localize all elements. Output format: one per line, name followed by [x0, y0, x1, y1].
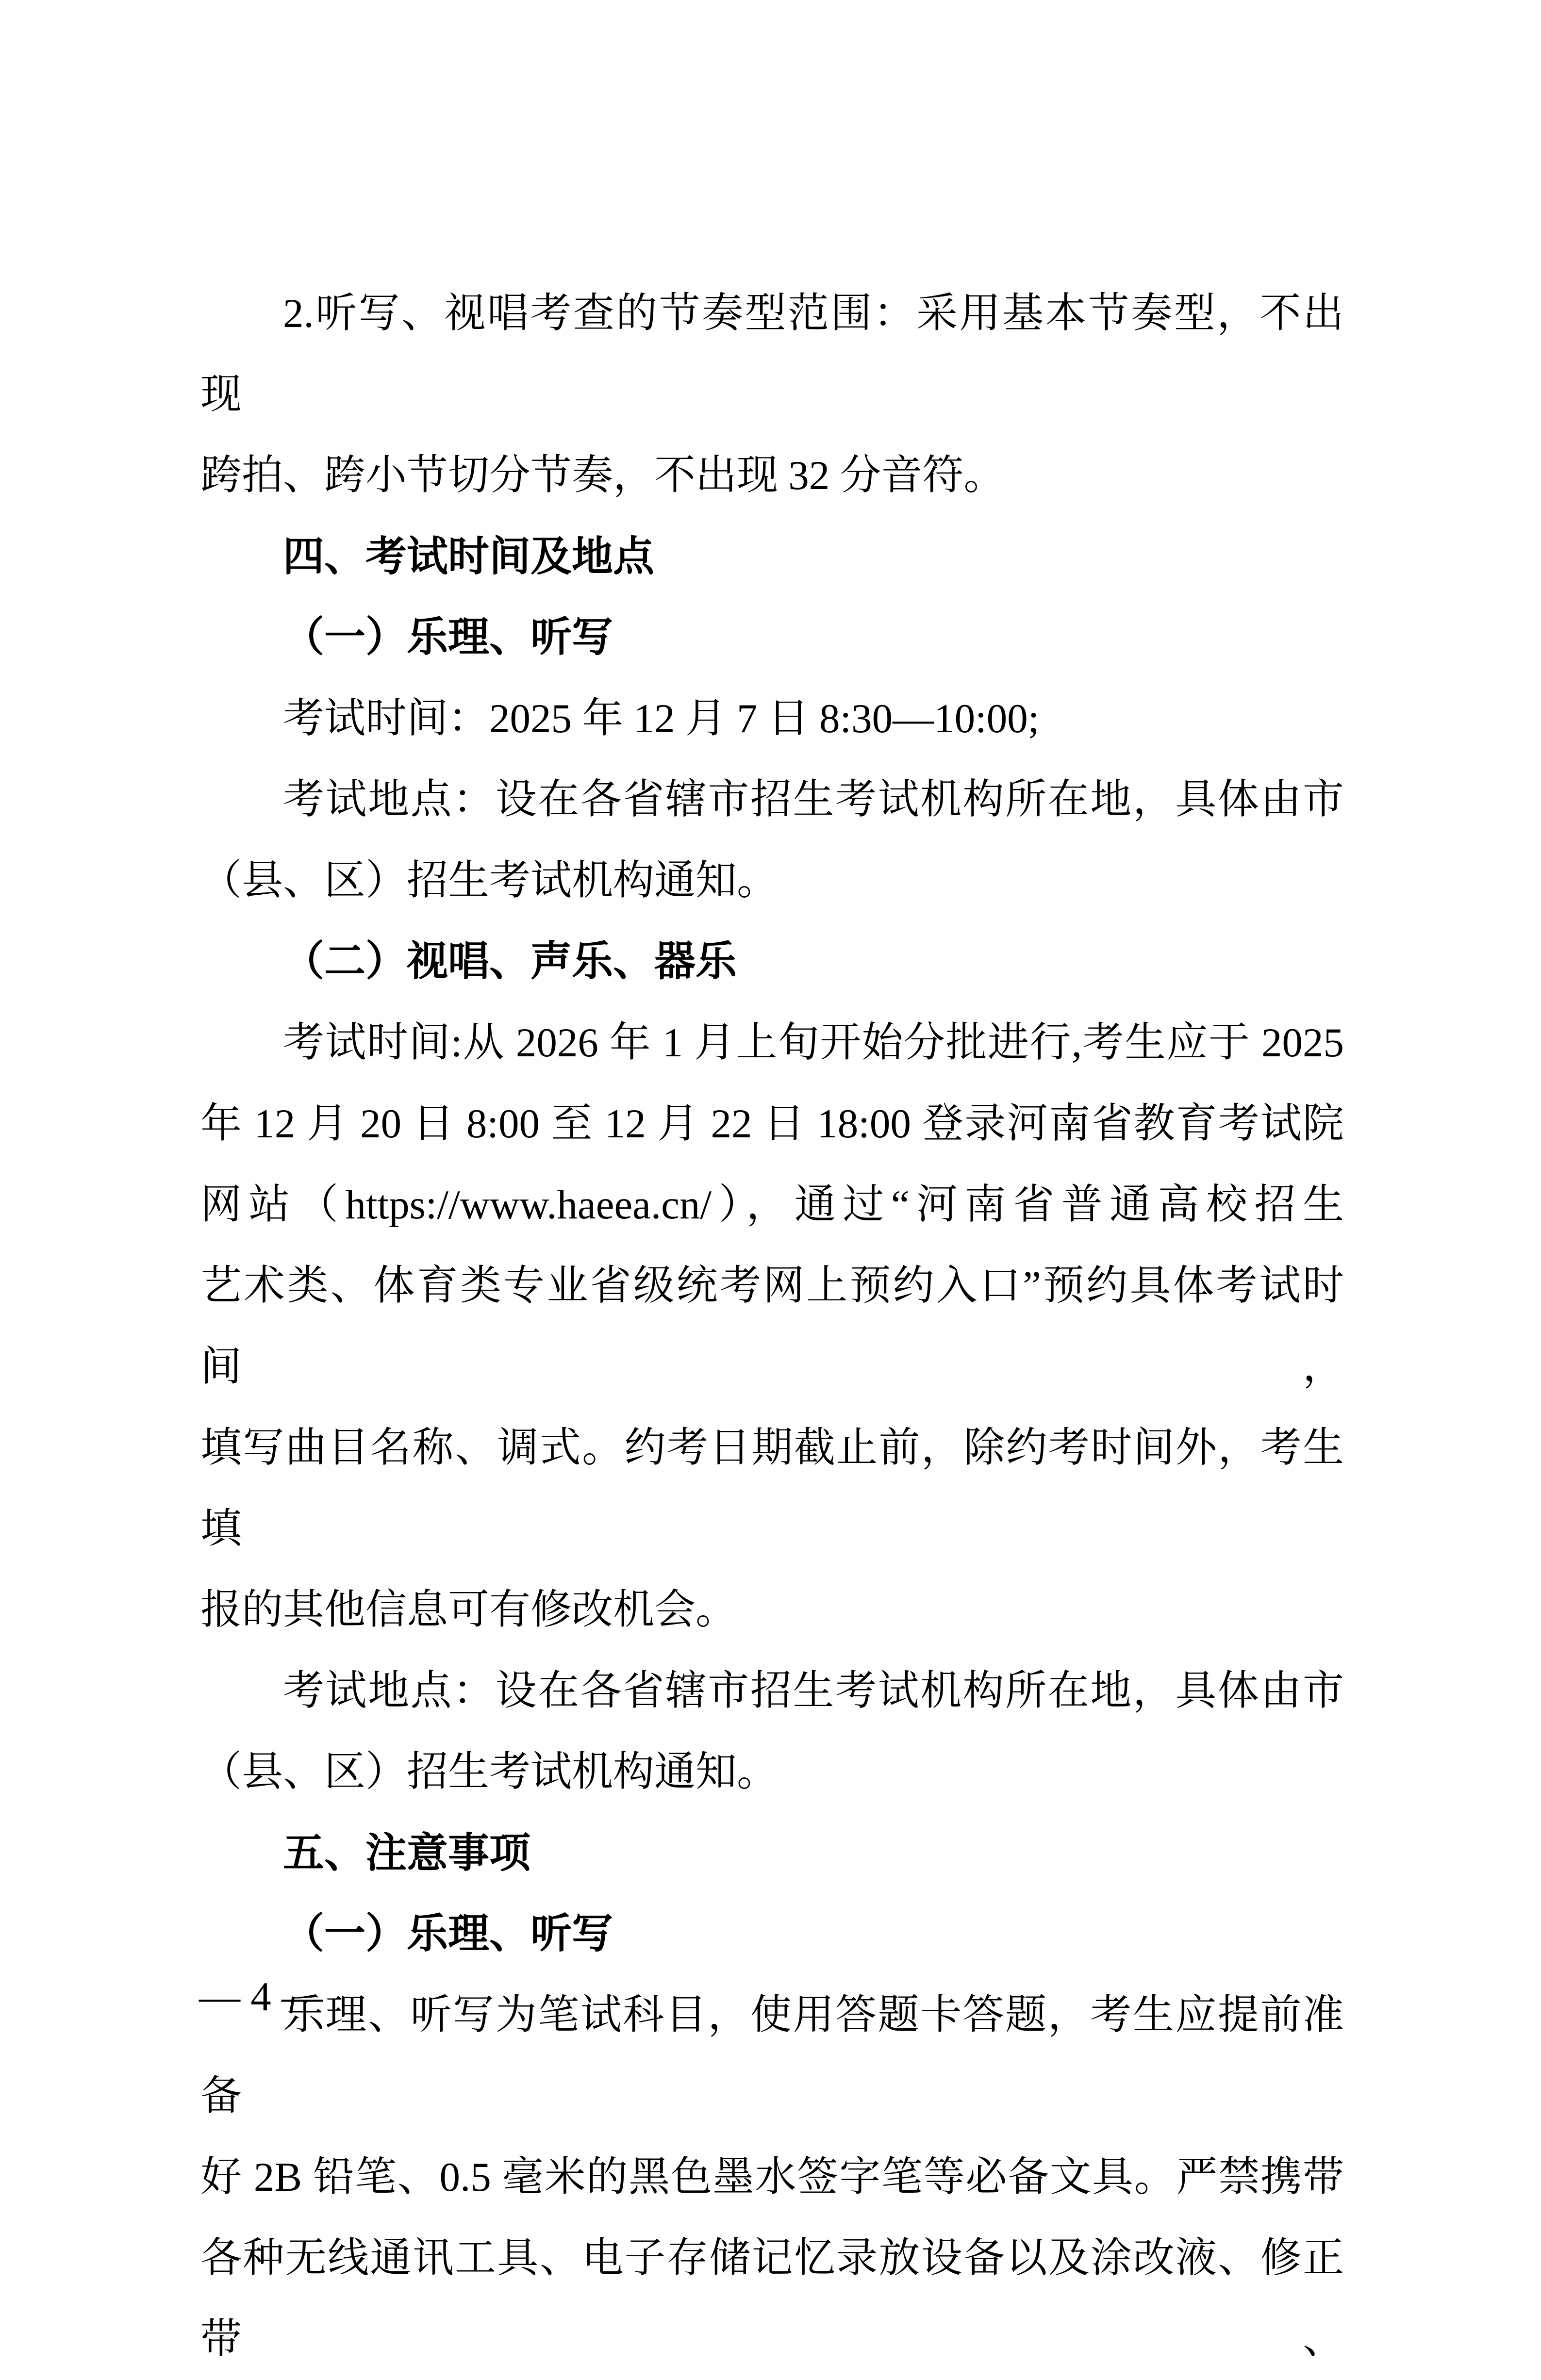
text-line: （一）乐理、听写 — [283, 1911, 613, 1957]
heading-4-2-shichang-shengyue-qiyue — [200, 921, 1344, 1002]
text-line: （二）视唱、声乐、器乐 — [283, 939, 737, 985]
page-number — [199, 1969, 323, 2025]
text-line: 考试地点：设在各省辖市招生考试机构所在地，具体由市 — [283, 777, 1344, 822]
text-line: 好 2B 铅笔、0.5 毫米的黑色墨水签字笔等必备文具。严禁携带 — [200, 2154, 1344, 2200]
text-line: 考试时间：2025 年 12 月 7 日 8:30—10:00; — [283, 696, 1040, 741]
document-body — [200, 273, 1344, 2380]
text-line: 乐理、听写为笔试科目，使用答题卡答题，考生应提前准备 — [200, 1992, 1344, 2119]
text-line: 各种无线通讯工具、电子存储记忆录放设备以及涂改液、修正带、 — [200, 2235, 1344, 2362]
text-line: （一）乐理、听写 — [283, 615, 613, 660]
paragraph-exam-time-written — [200, 678, 1344, 759]
paragraph-exam-time-performance — [200, 1002, 1344, 1651]
paragraph-exam-place-performance — [200, 1651, 1344, 1813]
text-line: 跨拍、跨小节切分节奏，不出现 32 分音符。 — [200, 453, 1005, 498]
text-line: （县、区）招生考试机构通知。 — [200, 1749, 779, 1795]
paragraph-exam-place-written — [200, 759, 1344, 921]
paragraph-notes-written-exam — [200, 1975, 1344, 2380]
heading-5-1-yueli-tingxie — [200, 1894, 1344, 1975]
text-line: 2.听写、视唱考查的节奏型范围：采用基本节奏型，不出现 — [200, 291, 1344, 417]
heading-4-1-yueli-tingxie — [200, 597, 1344, 678]
text-line: 网站（https://www.haeea.cn/），通过“河南省普通高校招生 — [200, 1182, 1344, 1228]
text-line: 四、考试时间及地点 — [283, 534, 655, 580]
page-number-label: — 4 — — [199, 1974, 323, 2019]
text-line: 报的其他信息可有修改机会。 — [200, 1587, 737, 1633]
text-line: 艺术类、体育类专业省级统考网上预约入口”预约具体考试时间， — [200, 1263, 1344, 1390]
text-line: 五、注意事项 — [283, 1830, 531, 1876]
text-line: （县、区）招生考试机构通知。 — [200, 858, 779, 903]
heading-section-5 — [200, 1813, 1344, 1894]
text-line: 考试地点：设在各省辖市招生考试机构所在地，具体由市 — [283, 1668, 1344, 1714]
heading-section-4 — [200, 516, 1344, 597]
paragraph-rhythm-scope — [200, 273, 1344, 516]
text-line: 年 12 月 20 日 8:00 至 12 月 22 日 18:00 登录河南省教育考试院 — [200, 1101, 1344, 1147]
text-line: 填写曲目名称、调式。约考日期截止前，除约考时间外，考生填 — [200, 1425, 1344, 1552]
text-line: 考试时间:从 2026 年 1 月上旬开始分批进行,考生应于 2025 — [283, 1020, 1344, 1066]
